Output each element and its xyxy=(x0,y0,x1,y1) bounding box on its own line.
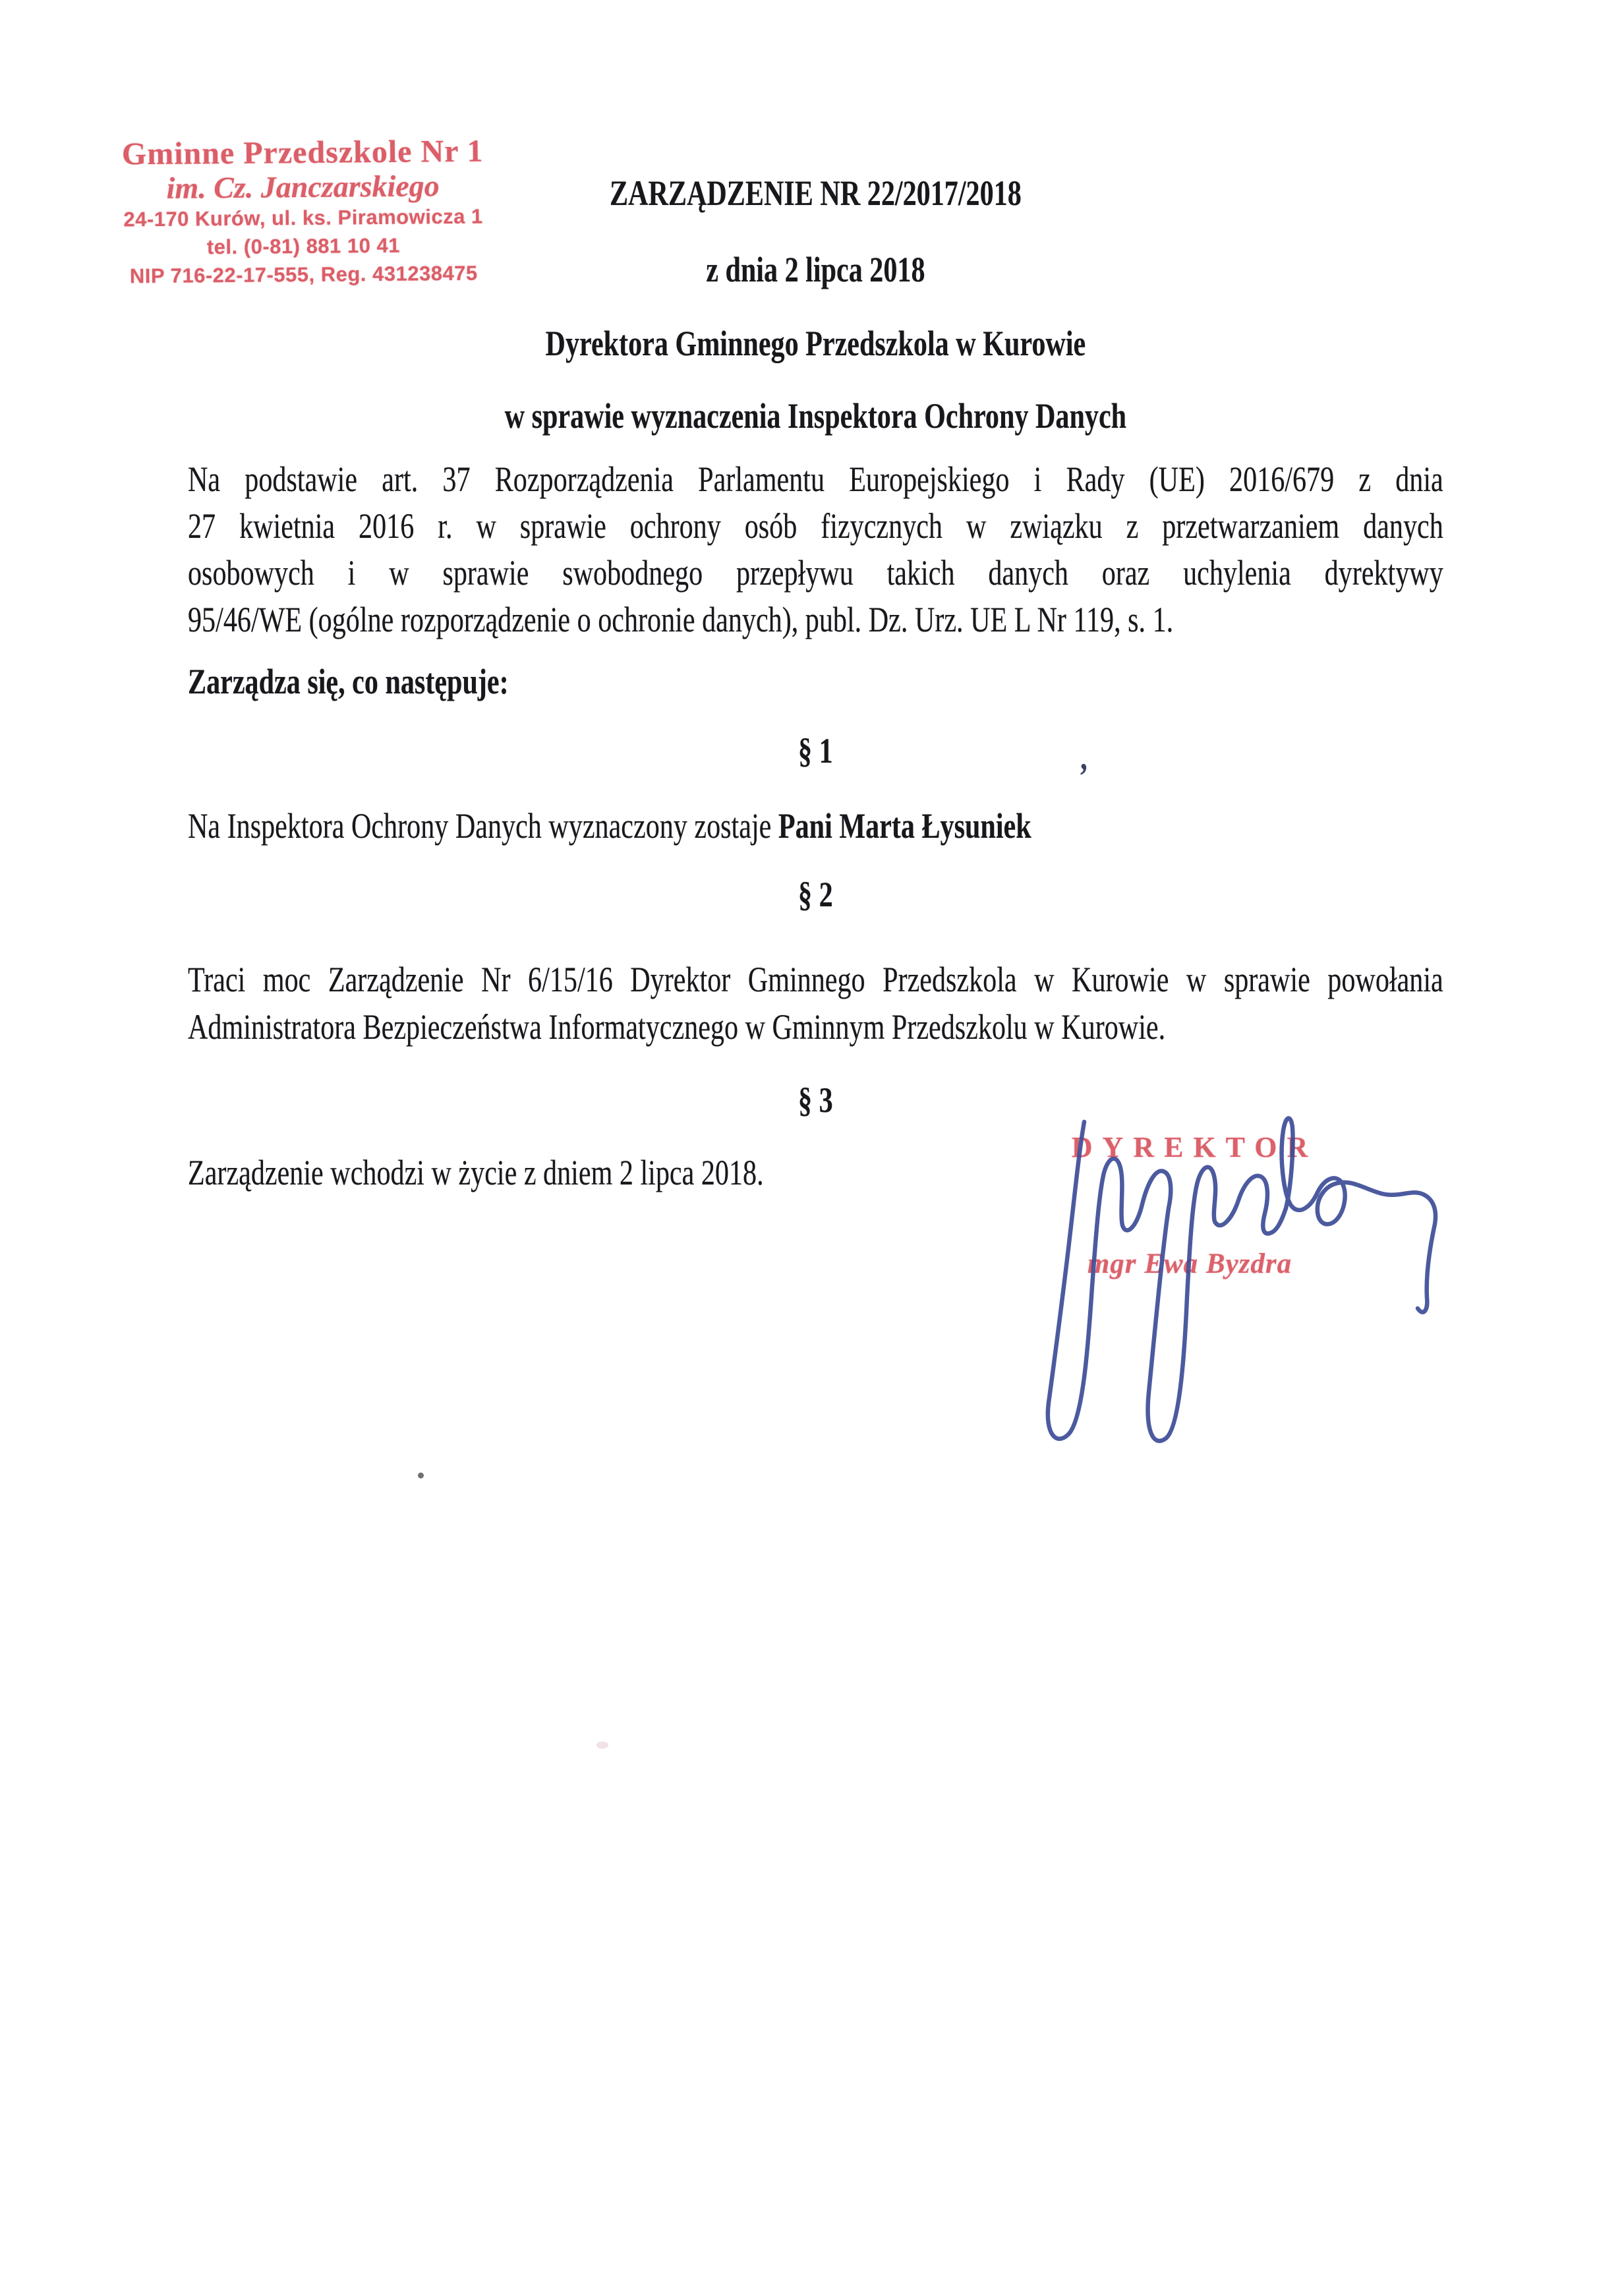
section-1-heading: § 1 xyxy=(798,731,833,771)
section-1-text-prefix: Na Inspektora Ochrony Danych wyznaczony zostaje xyxy=(188,806,778,846)
enactment-intro-line: Zarządza się, co następuje: xyxy=(188,662,509,701)
document-title: ZARZĄDZENIE NR 22/2017/2018 xyxy=(609,173,1022,213)
legal-basis-paragraph xyxy=(188,456,1443,643)
section-1-text xyxy=(188,803,1443,850)
institution-stamp-phone-line: tel. (0-81) 881 10 41 xyxy=(206,233,401,259)
document-issuer-line: Dyrektora Gminnego Przedszkola w Kurowie xyxy=(545,324,1086,363)
scan-speck-dot xyxy=(418,1473,424,1478)
institution-stamp-address-line: 24-170 Kurów, ul. ks. Piramowicza 1 xyxy=(123,204,483,231)
institution-stamp-patron-line: im. Cz. Janczarskiego xyxy=(166,169,440,205)
legal-basis-line-3: osobowych i w sprawie swobodnego przepływu takich danych oraz uchylenia dyrektywy xyxy=(188,553,1443,593)
legal-basis-line-4: 95/46/WE (ogólne rozporządzenie o ochronie danych), publ. Dz. Urz. UE L Nr 119, s. 1. xyxy=(188,600,1174,639)
section-2-text xyxy=(188,956,1443,1051)
stray-ink-mark: , xyxy=(1080,738,1088,777)
document-date-line: z dnia 2 lipca 2018 xyxy=(706,250,925,289)
handwritten-signature-ink xyxy=(975,1107,1450,1463)
section-3-heading: § 3 xyxy=(798,1080,833,1120)
legal-basis-line-1: Na podstawie art. 37 Rozporządzenia Parlamentu Europejskiego i Rady (UE) 2016/679 z dnia xyxy=(188,459,1443,499)
director-role-stamp: DYREKTOR xyxy=(1071,1131,1318,1163)
scan-speck-smudge xyxy=(596,1741,608,1749)
section-2-heading: § 2 xyxy=(798,875,833,914)
director-name-stamp: mgr Ewa Byzdra xyxy=(1087,1248,1292,1279)
section-2-line-2: Administratora Bezpieczeństwa Informatycznego w Gminnym Przedszkolu w Kurowie. xyxy=(188,1007,1166,1047)
document-subject-line: w sprawie wyznaczenia Inspektora Ochrony Danych xyxy=(504,396,1127,436)
section-3-text: Zarządzenie wchodzi w życie z dniem 2 lipca 2018. xyxy=(188,1153,764,1192)
legal-basis-line-2: 27 kwietnia 2016 r. w sprawie ochrony osób fizycznych w związku z przetwarzaniem danych xyxy=(188,506,1443,546)
institution-stamp-name-line: Gminne Przedszkole Nr 1 xyxy=(121,133,484,172)
institution-stamp-ids-line: NIP 716-22-17-555, Reg. 431238475 xyxy=(129,261,478,288)
appointee-name: Pani Marta Łysuniek xyxy=(778,806,1031,846)
section-2-line-1: Traci moc Zarządzenie Nr 6/15/16 Dyrektor Gminnego Przedszkola w Kurowie w sprawie powołania xyxy=(188,960,1443,999)
